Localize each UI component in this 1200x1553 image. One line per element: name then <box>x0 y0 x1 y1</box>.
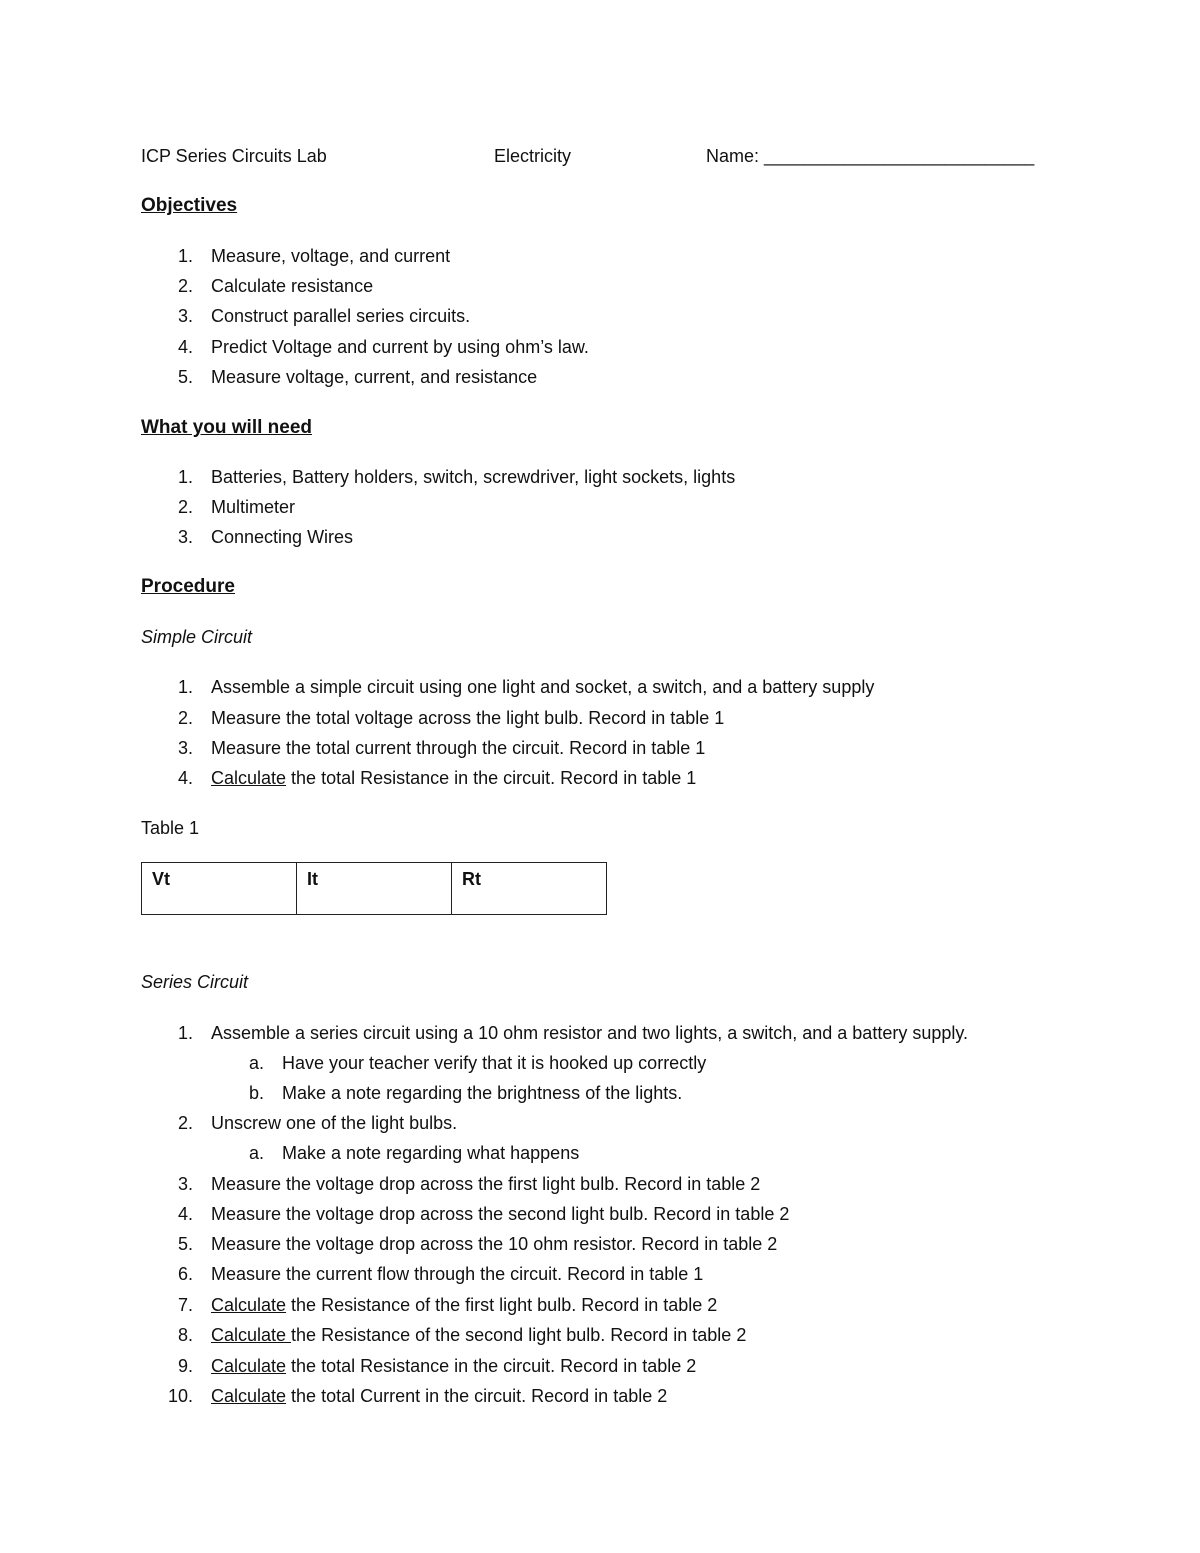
item-number: 1. <box>177 246 193 266</box>
item-body: Make a note regarding the brightness of the lights. <box>282 1083 683 1103</box>
item-number: 5. <box>177 367 193 387</box>
item-text <box>211 1024 968 1042</box>
simple-circuit-subheading: Simple Circuit <box>141 627 253 647</box>
item-body: Assemble a simple circuit using one light and socket, a switch, and a battery supply <box>211 677 875 697</box>
procedure-heading: Procedure <box>141 576 235 597</box>
underlined-verb: Calculate <box>211 1386 287 1406</box>
item-body: Measure the voltage drop across the first light bulb. Record in table 2 <box>211 1174 761 1194</box>
item-text <box>282 1054 706 1072</box>
item-number: 7. <box>177 1295 193 1315</box>
item-number: 2. <box>177 708 193 728</box>
item-body: Measure the total voltage across the light bulb. Record in table 1 <box>211 708 725 728</box>
item-body: Measure the total current through the circuit. Record in table 1 <box>211 738 706 758</box>
item-number: 5. <box>177 1234 193 1254</box>
item-text: Connecting Wires <box>211 527 354 547</box>
item-text <box>211 1326 746 1344</box>
item-text <box>211 1296 717 1314</box>
item-text: Construct parallel series circuits. <box>211 306 471 326</box>
item-number: 3. <box>177 527 193 547</box>
document-title: ICP Series Circuits Lab <box>141 146 327 166</box>
item-body: Measure the voltage drop across the 10 ohm resistor. Record in table 2 <box>211 1234 778 1254</box>
table-row <box>142 863 607 915</box>
item-text <box>211 769 696 787</box>
item-body: the total Resistance in the circuit. Record in table 1 <box>286 768 697 788</box>
underlined-verb: Calculate <box>211 1295 287 1315</box>
item-number: 4. <box>177 768 193 788</box>
item-letter: a. <box>248 1053 264 1073</box>
item-text <box>211 739 705 757</box>
name-field[interactable]: Name: ___________________________ <box>706 146 1035 166</box>
item-number: 9. <box>177 1356 193 1376</box>
item-number: 2. <box>177 1113 193 1133</box>
item-body: Have your teacher verify that it is hooked up correctly <box>282 1053 707 1073</box>
item-text: Measure voltage, current, and resistance <box>211 367 538 387</box>
item-body: the Resistance of the second light bulb. Record in table 2 <box>291 1325 747 1345</box>
item-text: Batteries, Battery holders, switch, screwdriver, light sockets, lights <box>211 467 736 487</box>
item-letter: a. <box>248 1143 264 1163</box>
item-text <box>211 1175 760 1193</box>
table-cell-it[interactable]: It <box>297 863 452 915</box>
item-text <box>282 1144 579 1162</box>
underlined-verb: Calculate <box>211 768 287 788</box>
item-text <box>211 678 874 696</box>
item-number: 3. <box>177 1174 193 1194</box>
item-text <box>211 1387 667 1405</box>
table-1-caption: Table 1 <box>141 818 200 838</box>
needs-heading: What you will need <box>141 417 313 438</box>
item-text <box>211 1265 703 1283</box>
item-letter: b. <box>248 1083 264 1103</box>
table-cell-vt[interactable]: Vt <box>142 863 297 915</box>
item-body: the total Current in the circuit. Record in table 2 <box>286 1386 668 1406</box>
item-text: Measure, voltage, and current <box>211 246 451 266</box>
item-text <box>211 709 724 727</box>
item-body: the Resistance of the first light bulb. Record in table 2 <box>286 1295 718 1315</box>
item-body: Make a note regarding what happens <box>282 1143 580 1163</box>
item-number: 4. <box>177 1204 193 1224</box>
table-cell-rt[interactable]: Rt <box>452 863 607 915</box>
item-body: the total Resistance in the circuit. Record in table 2 <box>286 1356 697 1376</box>
item-body: Assemble a series circuit using a 10 ohm resistor and two lights, a switch, and a battery supply. <box>211 1023 969 1043</box>
series-circuit-subheading: Series Circuit <box>141 972 249 992</box>
item-number: 8. <box>177 1325 193 1345</box>
underlined-verb: Calculate <box>211 1356 287 1376</box>
item-body: Measure the current flow through the circuit. Record in table 1 <box>211 1264 704 1284</box>
subject-label: Electricity <box>494 146 572 166</box>
item-number: 2. <box>177 497 193 517</box>
item-body: Unscrew one of the light bulbs. <box>211 1113 458 1133</box>
item-body: Measure the voltage drop across the second light bulb. Record in table 2 <box>211 1204 790 1224</box>
item-number: 4. <box>177 337 193 357</box>
item-text <box>211 1235 777 1253</box>
item-text: Predict Voltage and current by using ohm’s law. <box>211 337 589 357</box>
item-text <box>282 1084 682 1102</box>
underlined-verb: Calculate <box>211 1325 292 1345</box>
item-text <box>211 1205 789 1223</box>
item-number: 1. <box>177 1023 193 1043</box>
item-number: 3. <box>177 306 193 326</box>
item-number: 1. <box>177 677 193 697</box>
item-number: 1. <box>177 467 193 487</box>
table-1 <box>141 862 607 915</box>
item-number: 6. <box>177 1264 193 1284</box>
item-text <box>211 1357 696 1375</box>
item-number: 10. <box>167 1386 193 1406</box>
item-number: 3. <box>177 738 193 758</box>
item-text <box>211 1114 457 1132</box>
item-text: Multimeter <box>211 497 296 517</box>
objectives-heading: Objectives <box>141 195 238 216</box>
item-text: Calculate resistance <box>211 276 374 296</box>
item-number: 2. <box>177 276 193 296</box>
